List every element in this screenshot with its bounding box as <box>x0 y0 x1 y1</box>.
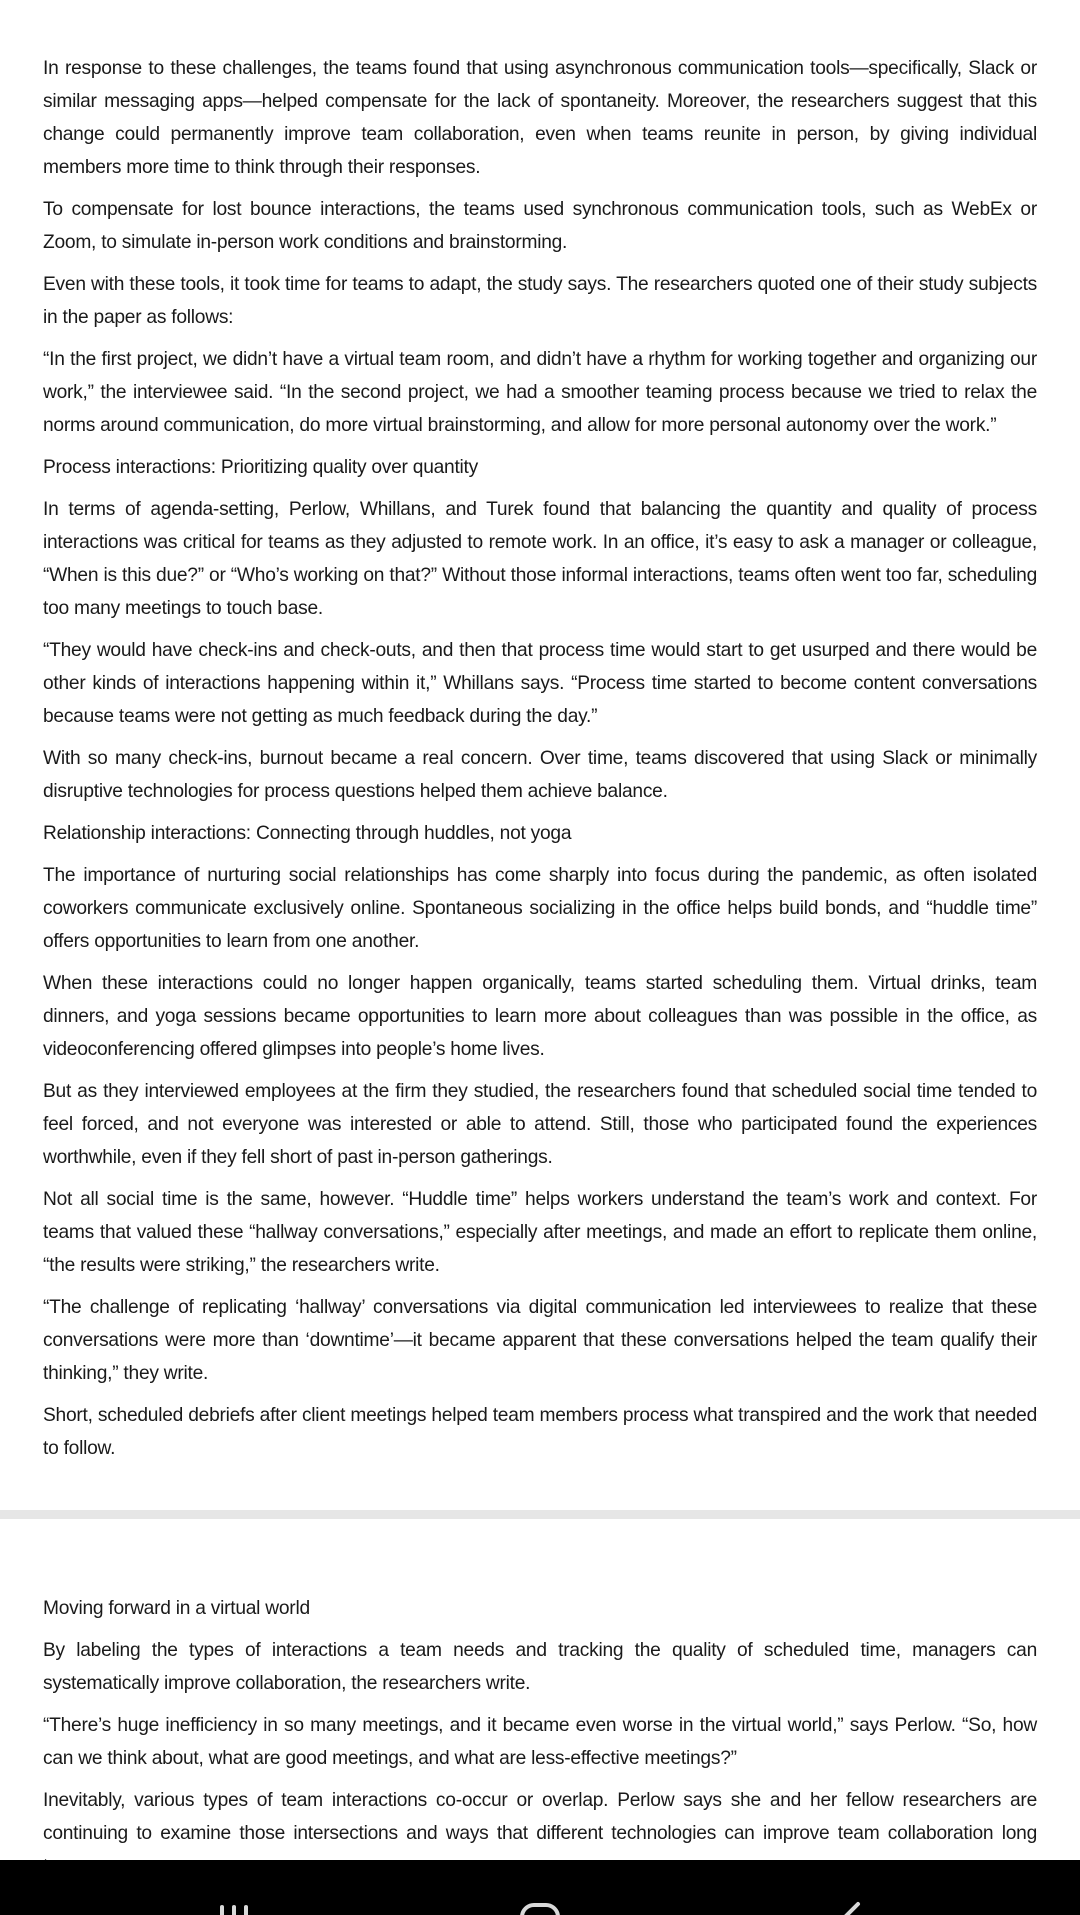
paragraph-whillans-quote: “They would have check-ins and check-outs, and then that process time would start to get usurped and there would be other kinds of interactions happening within it,” Whillans says. “Process time started to become content conversations because teams were not getting as much feedback during the day.” <box>43 640 1037 727</box>
home-icon <box>480 1860 600 1915</box>
paragraph-forced-social: But as they interviewed employees at the firm they studied, the researchers found that scheduled social time tended to feel forced, and not everyone was interested or able to attend. Still, those who participated found the experiences worthwhile, even if they fell short of past in-person gatherings. <box>43 1081 1037 1168</box>
recent-apps-icon <box>174 1860 294 1915</box>
paragraph-hallway-quote: “The challenge of replicating ‘hallway’ conversations via digital communication led interviewees to realize that these conversations were more than ‘downtime’—it became apparent that these conversations helped the team qualify their thinking,” they write. <box>43 1297 1037 1384</box>
subheading-process-interactions: Process interactions: Prioritizing quality over quantity <box>43 457 478 478</box>
back-icon <box>786 1860 906 1915</box>
paragraph-adapt: Even with these tools, it took time for teams to adapt, the study says. The researchers quoted one of their study subjects in the paper as follows: <box>43 274 1037 328</box>
paragraph-social-relationships: The importance of nurturing social relationships has come sharply into focus during the pandemic, as often isolated coworkers communicate exclusively online. Spontaneous socializing in the office helps build bonds, and “huddle time” offers opportunities to learn from one another. <box>43 865 1037 952</box>
subheading-moving-forward: Moving forward in a virtual world <box>43 1598 310 1619</box>
paragraph-labeling: By labeling the types of interactions a team needs and tracking the quality of scheduled time, managers can systematically improve collaboration, the researchers write. <box>43 1640 1037 1694</box>
recent-apps-button[interactable] <box>174 1860 294 1915</box>
paragraph-huddle-time: Not all social time is the same, however. “Huddle time” helps workers understand the team’s work and context. For teams that valued these “hallway conversations,” especially after meetings, and made an effort to replicate them online, “the results were striking,” the researchers write. <box>43 1189 1037 1276</box>
paragraph-sync-tools: To compensate for lost bounce interactions, the teams used synchronous communication tools, such as WebEx or Zoom, to simulate in-person work conditions and brainstorming. <box>43 199 1037 253</box>
paragraph-async-tools: In response to these challenges, the teams found that using asynchronous communication tools—specifically, Slack or similar messaging apps—helped compensate for the lack of spontaneity. Moreover, the researchers suggest that this change could permanently improve team collaboration, even when teams reunite in person, by giving individual members more time to think through their responses. <box>43 58 1037 178</box>
paragraph-debriefs: Short, scheduled debriefs after client meetings helped team members process what transpired and the work that needed to follow. <box>43 1405 1037 1459</box>
article-section-2 <box>43 1592 1037 1892</box>
home-button[interactable] <box>480 1860 600 1915</box>
section-divider <box>0 1510 1080 1519</box>
paragraph-interviewee-quote: “In the first project, we didn’t have a virtual team room, and didn’t have a rhythm for working together and organizing our work,” the interviewee said. “In the second project, we had a smoother teaming process because we tried to relax the norms around communication, do more virtual brainstorming, and allow for more personal autonomy over the work.” <box>43 349 1037 436</box>
back-button[interactable] <box>786 1860 906 1915</box>
paragraph-scheduling: When these interactions could no longer happen organically, teams started scheduling them. Virtual drinks, team dinners, and yoga sessions became opportunities to learn more about colleagues than was possible in the office, as videoconferencing offered glimpses into people’s home lives. <box>43 973 1037 1060</box>
paragraph-perlow-quote: “There’s huge inefficiency in so many meetings, and it became even worse in the virtual world,” says Perlow. “So, how can we think about, what are good meetings, and what are less-effective meetings?” <box>43 1715 1037 1769</box>
paragraph-overlap: Inevitably, various types of team interactions co-occur or overlap. Perlow says she and her fellow researchers are continuing to examine those intersections and ways that different technologies can improve team collaboration long <box>43 1790 1037 1844</box>
system-navigation-bar <box>0 1860 1080 1915</box>
article-section-1 <box>43 52 1037 1474</box>
subheading-relationship-interactions: Relationship interactions: Connecting through huddles, not yoga <box>43 823 572 844</box>
paragraph-agenda-setting: In terms of agenda-setting, Perlow, Whillans, and Turek found that balancing the quantity and quality of process interactions was critical for teams as they adjusted to remote work. In an office, it’s easy to ask a manager or colleague, “When is this due?” or “Who’s working on that?” Without those informal interactions, teams often went too far, scheduling too many meetings to touch base. <box>43 499 1037 619</box>
paragraph-burnout: With so many check-ins, burnout became a real concern. Over time, teams discovered that using Slack or minimally disruptive technologies for process questions helped them achieve balance. <box>43 748 1037 802</box>
